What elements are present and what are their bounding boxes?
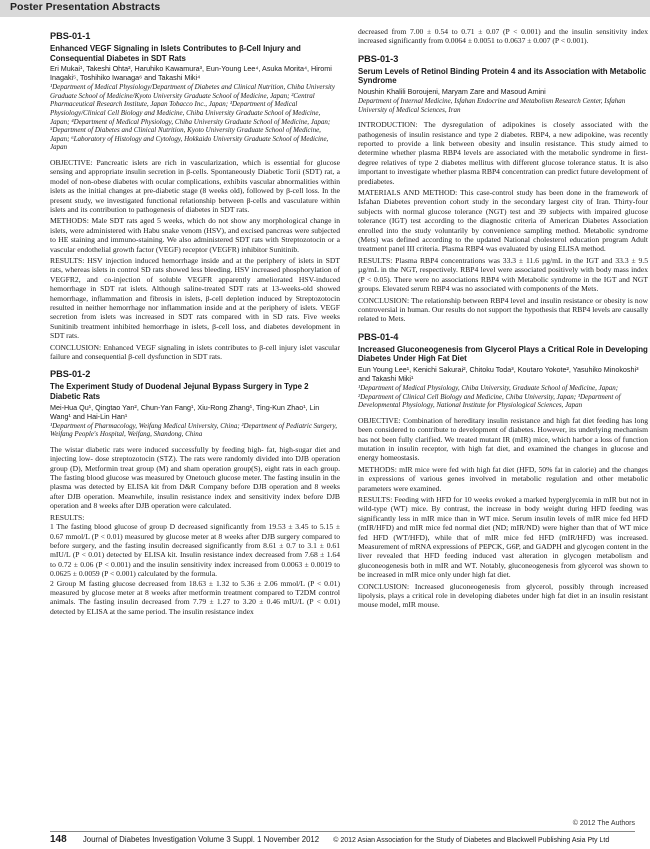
abstract-affiliations: Department of Internal Medicine, Isfahan Endocrine and Metabolism Research Center, Isfahan University of Medical Sciences, Iran: [358, 97, 626, 114]
abstract-title: The Experiment Study of Duodenal Jejunal Bypass Surgery in Type 2 Diabetic Rats: [50, 382, 309, 402]
abstract-affiliations: ¹Department of Medical Physiology/Department of Diabetes and Clinical Nutrition, Chiba University Graduate School of Medicine/Kyoto University Graduate School of Medicine, Japan; ²Central Pharmaceutical Research Institute, Japan Tobacco Inc., Japan; ³Department of Medical Physiology/Clinical Cell Biology and Medicine, Chiba University Graduate School of Medicine, Japan; ⁴Department of Medical Physiology, Chiba University Graduate School of Medicine, Japan; ⁵Department of Diabetes and Clinical Nutrition, Kyoto University Graduate School of Medicine, Japan; ⁶Laboratory of Histology and Cytology, Hokkaido University Graduate School of Medicine, Japan: [50, 83, 335, 152]
abstract-affiliations: ¹Department of Pharmacology, Weifang Medical University, China; ²Department of Pediatric Surgery, Weifang People's Hospital, Weifang, Shandong, China: [50, 421, 337, 439]
abstract-paragraph: OBJECTIVE: Combination of hereditary insulin resistance and high fat diet feeding has long been considered to contribute to development of diabetes. However, its underlying mechanism has not been fully clarified. We treated mutant IR (mIR) mice, which harbor a loss of function mutation in insulin receptor, with high fat diet, and examined the changes in glucose and energy homeostasis.: [358, 415, 648, 463]
abstract-authors: Noushin Khalili Boroujeni, Maryam Zare and Masoud Amini: [358, 87, 546, 96]
abstract-paragraph: decreased from 7.00 ± 0.54 to 0.71 ± 0.07 (P < 0.001) and the insulin sensitivity index increased significantly from 0.0064 ± 0.0051 to 0.0637 ± 0.007 (P < 0.001).: [358, 27, 648, 46]
abstract-paragraph: 2 Group M fasting glucose decreased from 18.63 ± 1.32 to 5.36 ± 2.06 mmol/L (P < 0.01) measured by glucose meter at 8 weeks after metformin treatment compared to T2DM control animals. The fasting insulin decreased from 7.79 ± 1.27 to 3.20 ± 0.46 mIU/L (P < 0.01) detected by ELISA at the same period. The insulin resistance index: [50, 578, 340, 616]
abstract-pbs-01-1: [50, 31, 340, 361]
abstract-pbs-01-2: [50, 369, 340, 616]
right-column: [358, 27, 648, 610]
left-column: [50, 28, 340, 616]
abstract-paragraph: 1 The fasting blood glucose of group D decreased significantly from 19.53 ± 3.45 to 5.15 ± 0.67 mmol/L (P < 0.01) measured by glucose meter at 8 weeks after DJB surgery compared to before surgery, and the fasting insulin decreased significantly from 8.61 ± 0.7 to 3.1 ± 0.61 mIU/L (P < 0.01) detected by ELISA kit. Insulin resistance index decreased from 7.68 ± 1.64 to 0.72 ± 0.06 (P < 0.001) and the insulin sensitivity index increased from 0.0063 ± 0.0019 to 0.0625 ± 0.0059 (P < 0.001) calculated by the formula.: [50, 522, 340, 579]
abstract-paragraph: MATERIALS AND METHOD: This case-control study has been done in the framework of Isfahan Diabetes prevention cohort study in the secondary largest city of Iran. Thirty-four subjects with normal glucose tolerance (NGT) test and 39 subjects with impaired glucose tolerance (IGT) test according to the diagnostic criteria of American Diabetes Association enrolled into the study voluntarily by convenience sampling method. Metabolic syndrome (Mets) was defined according to the updated National cholesterol education program Adult treatment panel III criteria. Plasma RBP4 was evaluated by using ELISA method.: [358, 188, 648, 254]
abstract-title: Increased Gluconeogenesis from Glycerol Plays a Critical Role in Developing Diabetes Under High Fat Diet: [358, 344, 648, 364]
abstract-id: PBS-01-3: [358, 53, 399, 64]
abstract-id: PBS-01-2: [50, 369, 91, 380]
abstract-paragraph: CONCLUSION: The relationship between RBP4 level and insulin resistance or obesity is now controversial in human. Our results do not support the hypothesis that RBP4 levels are causally related to Mets.: [358, 295, 648, 324]
abstract-paragraph: CONCLUSION: Enhanced VEGF signaling in islets contributes to β-cell injury islet vascular failure and consequential β-cell dysfunction in SDT rats.: [50, 342, 340, 362]
abstract-paragraph: RESULTS: Plasma RBP4 concentrations was 33.3 ± 11.6 µg/mL in the IGT and 33.3 ± 9.5 µg/mL in the NGT, respectively. RBP4 level were associated positively with body mass index (P < 0.05). There were no associations RBP4 with Metabolic syndrome in the IGT and NGT groups. Elevated serum RBP4 was no associated with components of the Mets.: [358, 255, 648, 294]
abstract-title: Enhanced VEGF Signaling in Islets Contributes to β-Cell Injury and Consequential Diabetes in SDT Rats: [50, 44, 301, 63]
page-number: 148: [50, 834, 67, 845]
abstract-id: PBS-01-1: [50, 31, 91, 41]
abstract-paragraph: RESULTS: Feeding with HFD for 10 weeks evoked a marked hyperglycemia in mIR but not in wild-type (WT) mice. By contrast, the increase in body weight during HFD feeding was significantly less in mIR mice than in WT mice. Serum insulin levels of mIR mice fed HFD (mIR/HFD) and mIR mice fed normal diet (ND; mIR/ND) were higher than that of WT mice fed HFD (WT/HFD), while that of mIR mice fed HFD (mIR/HFD) was increased. Measurement of mRNA expressions of PEPCK, G6P, and GADPH and glycogen content in the liver revealed that HFD feeding induced vast alteration in glycogen metabolism and gluconeogenesis both in mIR and WT. Notably, gluconeogenesis from glycerol was shown to be increased in mIR mice only under high fat diet.: [358, 494, 648, 580]
abstract-paragraph: METHODS: Male SDT rats aged 5 weeks, which do not show any morphological change in islets, were administered with Habu snake venom (HSV), and excised pancreas were subjected to HE staining and immuno-staining. We also administered SDT rats with Streptozotocin or a vascular endothelial growth factor (VEGF) receptor (VEGFR) inhibitor Sunitinib.: [50, 216, 340, 254]
journal-info: Journal of Diabetes Investigation Volume 3 Suppl. 1 November 2012: [82, 835, 320, 844]
abstract-affiliations: ¹Department of Medical Physiology, Chiba University, Graduate School of Medicine, Japan; ²Department of Clinical Cell Biology and Medicine, Chiba University, Japan; ³Department of Developmental Physiology, National Institute for Physiological Sciences, Japan: [358, 383, 621, 410]
page-footer: [50, 834, 640, 845]
copyright-notice: © 2012 The Authors: [572, 820, 635, 827]
section-title: Poster Presentation Abstracts: [10, 1, 161, 13]
footer-divider: [50, 831, 635, 832]
abstract-paragraph: RESULTS:: [50, 512, 85, 522]
abstract-title: Serum Levels of Retinol Binding Protein 4 and its Association with Metabolic Syndrome: [358, 66, 647, 86]
abstract-paragraph: INTRODUCTION: The dysregulation of adipokines is closely associated with the pathogenesis of insulin resistance and type 2 diabetes. RBP4, a new adipokine, was recently reported to provide a link between obesity and insulin resistance. This study aimed to determine whether plasma RBP4 levels are associated with the metabolic syndrome in first-degree relatives of type 2 diabetes mellitus with different glucose tolerance status. It is also important to investigate whether plasma RBP4 concentration can predict future development of prediabetes.: [358, 120, 648, 186]
abstract-paragraph: OBJECTIVE: Pancreatic islets are rich in vascularization, which is essential for glucose sensing and appropriate insulin secretion in β-cells. Spontaneously Diabetic Torii (SDT) rat, a model of non-obese diabetes with ocular complications, exhibits vascular abnormalities within islets as the initial changes at pre-diabetic stage (8 weeks old), followed by β-cell loss. In the present study, we investigated functional relationship between β-cells and vasculature within islets and its contribution to pathogenesis of diabetes in SDT rats.: [50, 157, 340, 214]
running-header: [0, 0, 650, 17]
abstract-paragraph: METHODS: mIR mice were fed with high fat diet (HFD, 50% fat in calorie) and the changes in expressions of various genes involved in metabolic regulation and other metabolic parameters were examined.: [358, 464, 648, 493]
publisher-notice: © 2012 Asian Association for the Study of Diabetes and Blackwell Publishing Asia Pty Ltd: [333, 837, 610, 844]
abstract-paragraph: CONCLUSION: Increased gluconeogenesis from glycerol, possibly through increased lipolysis, plays a critical role in developing diabetes under high fat diet in an insulin resistant mouse model, mIR mouse.: [358, 581, 648, 610]
abstract-pbs-01-3: [358, 54, 648, 324]
abstract-id: PBS-01-4: [358, 331, 399, 342]
abstract-authors: Mei-Hua Qu¹, Qingtao Yan², Chun-Yan Fang¹, Xiu-Rong Zhang¹, Ting-Kun Zhao¹, Lin Wang¹ and Hai-Lin Han¹: [50, 402, 320, 421]
abstract-paragraph: The wistar diabetic rats were induced successfully by feeding high- fat, high-sugar diet and injecting low- dose streptozotocin (STZ). The rats were randomly divided into DJB operation group (D), Metformin treat group (M) and sham operation group(S), eight rats in each group. The fasting blood glucose was measured by Onetouch glucose meter. The fasting insulin in the plasma was detected by ELISA kit from D&R Company before DJB operation and 8 weeks after DJB operation. Meanwhile, insulin resistance index and sensitivity index before DJB operation and 8 weeks after DJB operation were calculated.: [50, 444, 340, 511]
abstract-authors: Eun Young Lee¹, Kenichi Sakurai², Chitoku Toda³, Koutaro Yokote², Yasuhiko Minokoshi³ and Takashi Miki¹: [358, 364, 639, 383]
abstract-authors: Eri Mukai¹, Takeshi Ohta², Haruhiko Kawamura³, Eun-Young Lee⁴, Asuka Morita⁴, Hiromi Inagaki⁵, Toshihiko Iwanaga⁶ and Takashi Miki⁴: [50, 64, 332, 83]
abstract-paragraph: RESULTS: HSV injection induced hemorrhage inside and at the periphery of islets in SDT rats, whereas islets in control SD rats showed less bleeding. HSV increased phosphorylation of VEGFR2, and co-injection of soluble VEGFR apparently ameliorated HSV-induced hemorrhage in SDT rat islets. Although saline-treated SDT rats at 13-weeks-old showed hemorrhage, inflammation and fibrosis in islets, β-cell depletion induced by Streptozotocin resulted in neither hemorrhage nor inflammation inside and at the periphery of islets. VEGF secretion from islets was increased in SDT rats compared with in SD rats. Five weeks Sunitinib treatment inhibited hemorrhage in islets, β-cell loss, and diabetes development in SDT rats.: [50, 256, 340, 341]
abstract-pbs-01-4: [358, 332, 648, 610]
